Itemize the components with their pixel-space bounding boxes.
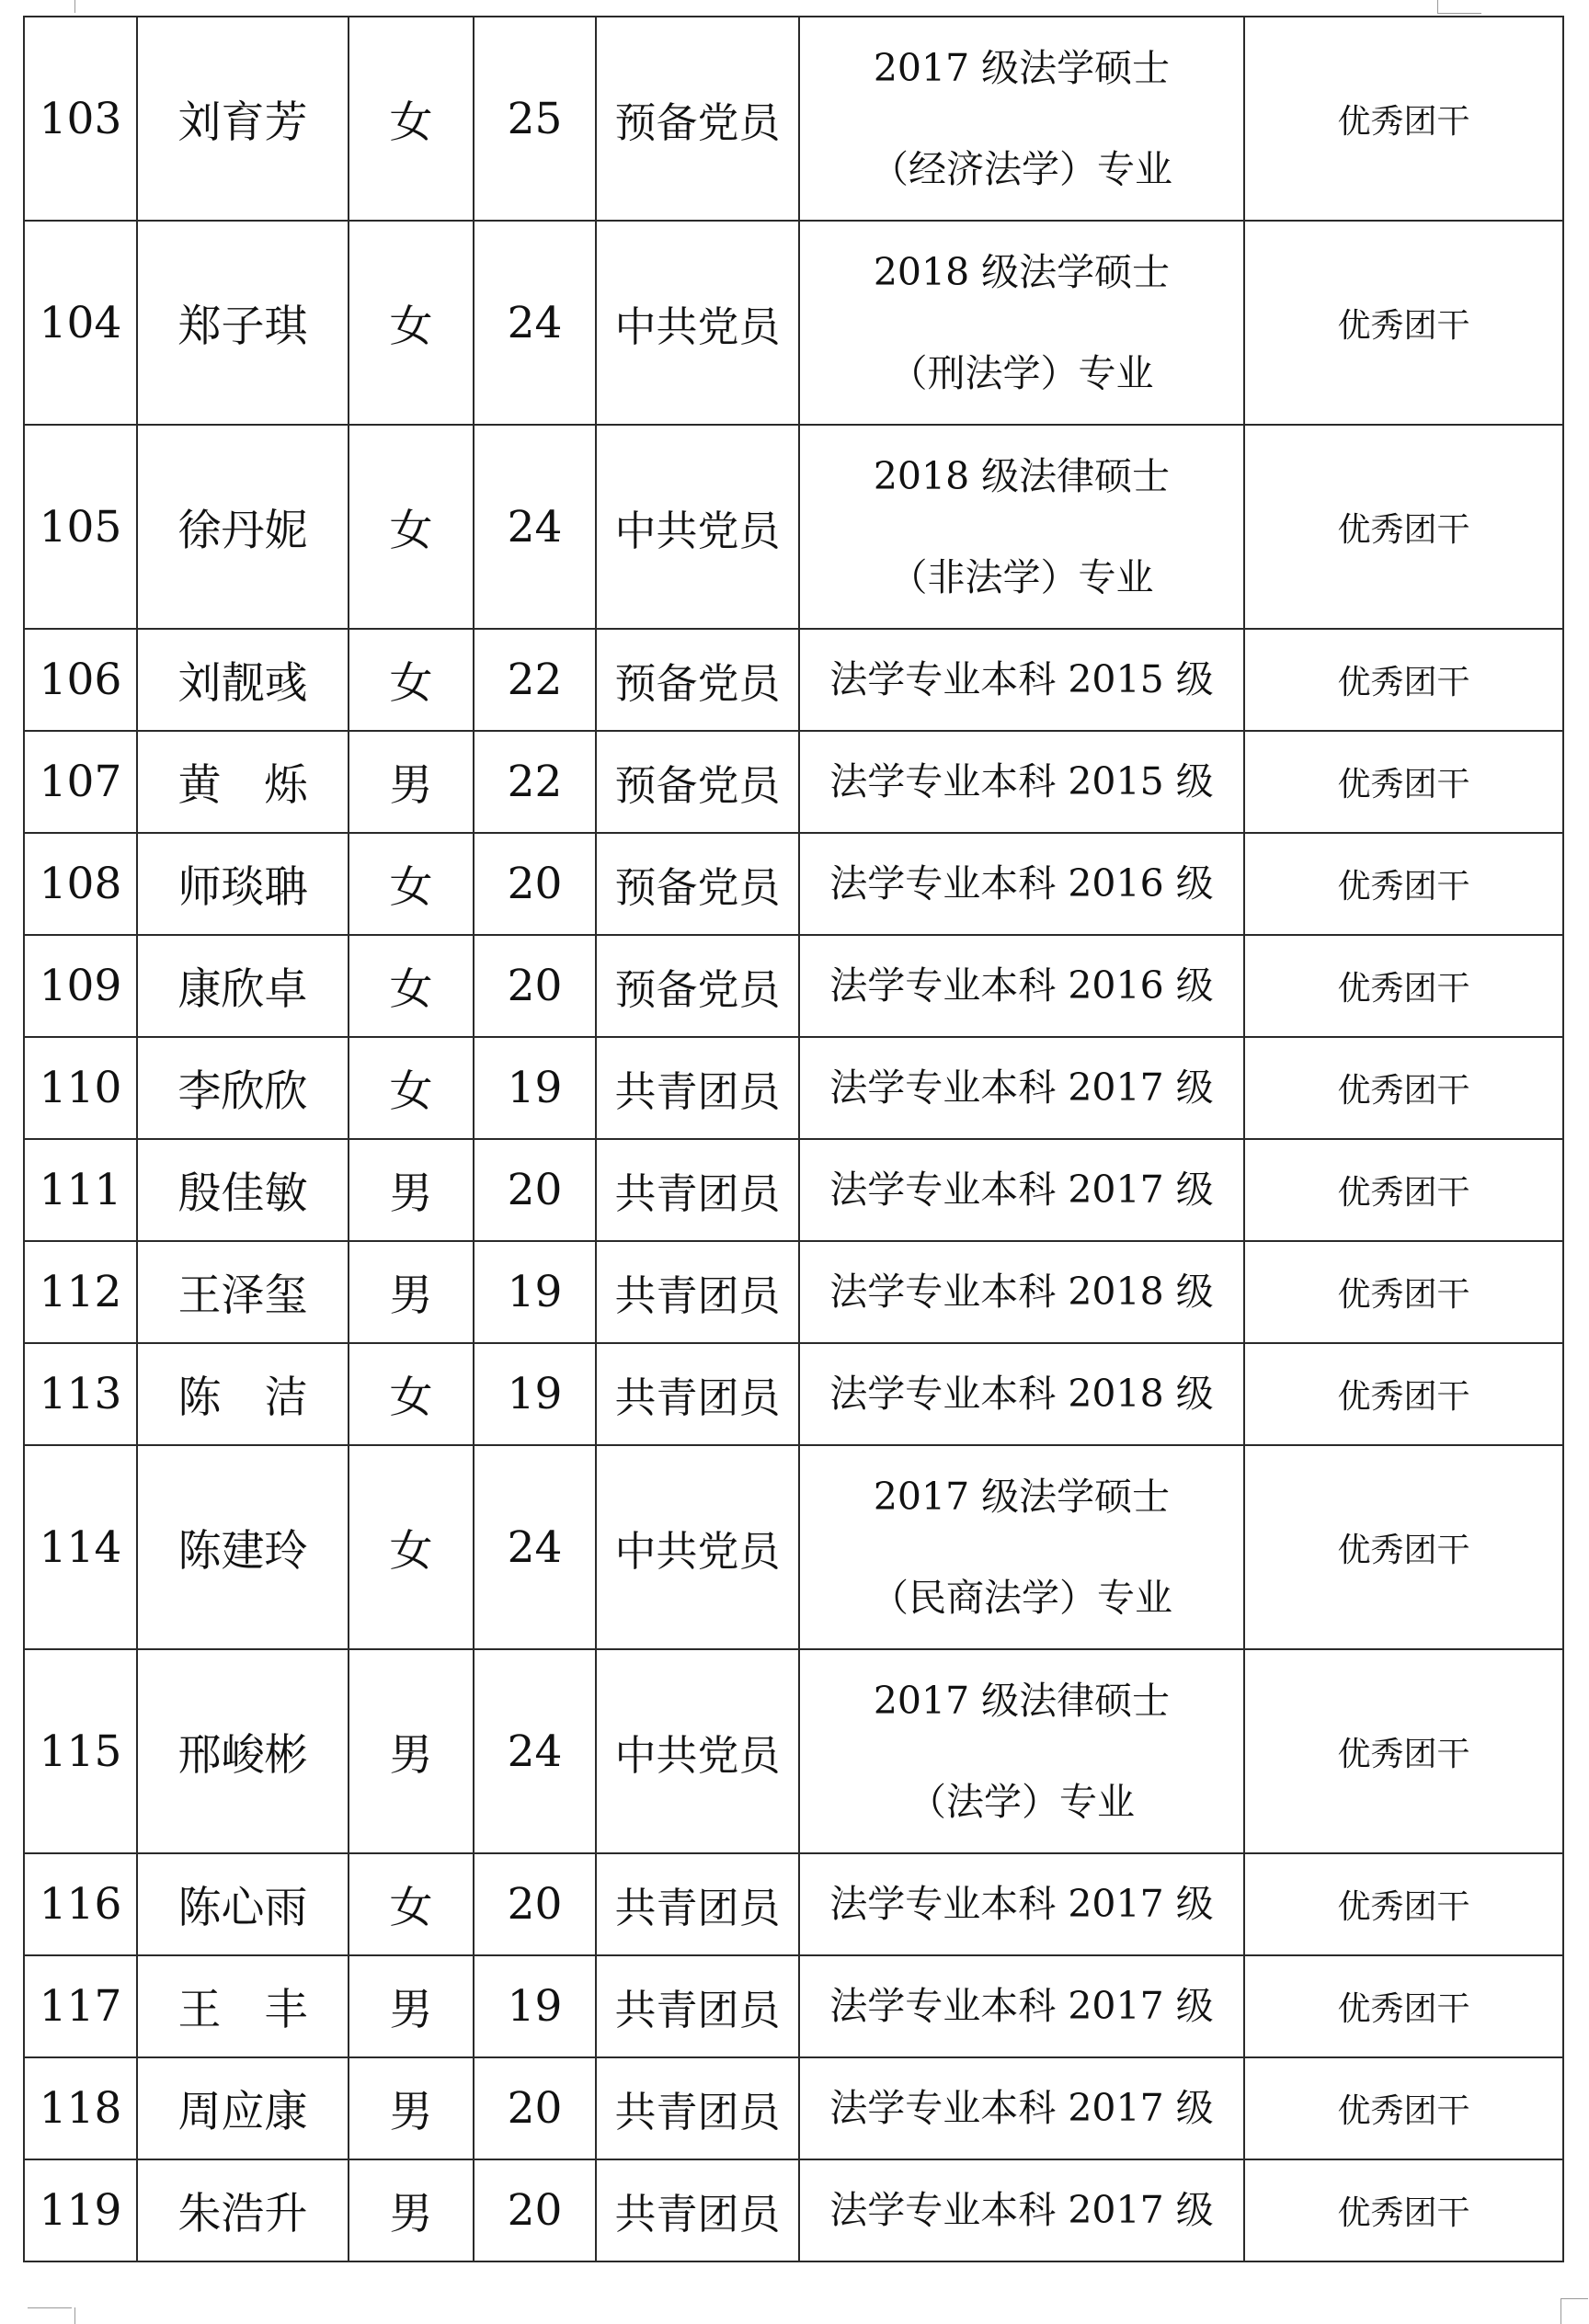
major-program-cell bbox=[799, 1649, 1244, 1853]
political-status-cell: 共青团员 bbox=[596, 2057, 799, 2159]
age-cell: 20 bbox=[474, 935, 596, 1037]
award-title-cell: 优秀团干 bbox=[1244, 425, 1563, 629]
page-corner-mark bbox=[1560, 2298, 1562, 2324]
person-name-cell: 陈 洁 bbox=[137, 1343, 349, 1445]
row-number-cell: 107 bbox=[24, 731, 137, 833]
major-line-2: （法学）专业 bbox=[909, 1780, 1135, 1824]
age-cell: 20 bbox=[474, 833, 596, 935]
award-title-cell: 优秀团干 bbox=[1244, 629, 1563, 731]
row-number-cell: 119 bbox=[24, 2159, 137, 2261]
major-line-1: 法学专业本科 2015 级 bbox=[829, 758, 1214, 803]
gender-cell: 女 bbox=[349, 425, 474, 629]
political-status-cell: 中共党员 bbox=[596, 425, 799, 629]
major-program-cell bbox=[799, 935, 1244, 1037]
major-line-1: 法学专业本科 2016 级 bbox=[829, 963, 1214, 1008]
row-number-cell: 115 bbox=[24, 1649, 137, 1853]
age-cell: 25 bbox=[474, 17, 596, 221]
table-row bbox=[24, 2057, 1563, 2159]
gender-cell: 女 bbox=[349, 1853, 474, 1955]
person-name-cell: 王 丰 bbox=[137, 1955, 349, 2057]
major-line-2: （刑法学）专业 bbox=[889, 351, 1154, 395]
political-status-cell: 共青团员 bbox=[596, 1037, 799, 1139]
major-line-2: （非法学）专业 bbox=[889, 555, 1154, 599]
gender-cell: 女 bbox=[349, 1037, 474, 1139]
major-program-cell bbox=[799, 221, 1244, 425]
award-title-cell: 优秀团干 bbox=[1244, 1853, 1563, 1955]
political-status-cell: 共青团员 bbox=[596, 1343, 799, 1445]
age-cell: 19 bbox=[474, 1241, 596, 1343]
row-number-cell: 118 bbox=[24, 2057, 137, 2159]
gender-cell: 男 bbox=[349, 2159, 474, 2261]
major-line-1: 法学专业本科 2017 级 bbox=[829, 1065, 1214, 1110]
political-status-cell: 共青团员 bbox=[596, 2159, 799, 2261]
row-number-cell: 114 bbox=[24, 1445, 137, 1649]
page-corner-mark bbox=[1437, 0, 1482, 13]
award-title-cell: 优秀团干 bbox=[1244, 1649, 1563, 1853]
row-number-cell: 111 bbox=[24, 1139, 137, 1241]
age-cell: 22 bbox=[474, 731, 596, 833]
table-body bbox=[24, 17, 1563, 2261]
political-status-cell: 预备党员 bbox=[596, 629, 799, 731]
age-cell: 19 bbox=[474, 1343, 596, 1445]
award-title-cell: 优秀团干 bbox=[1244, 221, 1563, 425]
person-name-cell: 刘育芳 bbox=[137, 17, 349, 221]
age-cell: 24 bbox=[474, 1649, 596, 1853]
table-row bbox=[24, 1241, 1563, 1343]
award-title-cell: 优秀团干 bbox=[1244, 1241, 1563, 1343]
table-row bbox=[24, 1139, 1563, 1241]
award-title-cell: 优秀团干 bbox=[1244, 833, 1563, 935]
person-name-cell: 徐丹妮 bbox=[137, 425, 349, 629]
major-program-cell bbox=[799, 2057, 1244, 2159]
person-name-cell: 王泽玺 bbox=[137, 1241, 349, 1343]
political-status-cell: 预备党员 bbox=[596, 833, 799, 935]
age-cell: 20 bbox=[474, 2159, 596, 2261]
row-number-cell: 110 bbox=[24, 1037, 137, 1139]
political-status-cell: 共青团员 bbox=[596, 1241, 799, 1343]
award-title-cell: 优秀团干 bbox=[1244, 1955, 1563, 2057]
award-title-cell: 优秀团干 bbox=[1244, 1445, 1563, 1649]
major-line-2: （民商法学）专业 bbox=[871, 1576, 1172, 1620]
row-number-cell: 113 bbox=[24, 1343, 137, 1445]
major-line-1: 法学专业本科 2016 级 bbox=[829, 860, 1214, 906]
person-name-cell: 周应康 bbox=[137, 2057, 349, 2159]
table-row bbox=[24, 629, 1563, 731]
person-name-cell: 郑子琪 bbox=[137, 221, 349, 425]
gender-cell: 男 bbox=[349, 1241, 474, 1343]
major-line-1: 法学专业本科 2015 级 bbox=[829, 656, 1214, 701]
age-cell: 19 bbox=[474, 1955, 596, 2057]
political-status-cell: 中共党员 bbox=[596, 221, 799, 425]
major-program-cell bbox=[799, 425, 1244, 629]
page-corner-mark bbox=[74, 0, 76, 13]
person-name-cell: 殷佳敏 bbox=[137, 1139, 349, 1241]
person-name-cell: 陈心雨 bbox=[137, 1853, 349, 1955]
gender-cell: 男 bbox=[349, 2057, 474, 2159]
page-corner-mark bbox=[1437, 13, 1481, 15]
gender-cell: 女 bbox=[349, 17, 474, 221]
person-name-cell: 师琰聃 bbox=[137, 833, 349, 935]
award-title-cell: 优秀团干 bbox=[1244, 731, 1563, 833]
person-name-cell: 刘靓彧 bbox=[137, 629, 349, 731]
major-program-cell bbox=[799, 1445, 1244, 1649]
major-line-1: 2017 级法学硕士 bbox=[873, 1475, 1171, 1519]
row-number-cell: 117 bbox=[24, 1955, 137, 2057]
page-corner-mark bbox=[1560, 2298, 1588, 2300]
table-row bbox=[24, 1445, 1563, 1649]
major-line-1: 2018 级法学硕士 bbox=[873, 250, 1171, 294]
table-row bbox=[24, 1037, 1563, 1139]
table-row bbox=[24, 731, 1563, 833]
gender-cell: 男 bbox=[349, 1649, 474, 1853]
award-title-cell: 优秀团干 bbox=[1244, 1343, 1563, 1445]
political-status-cell: 预备党员 bbox=[596, 731, 799, 833]
award-title-cell: 优秀团干 bbox=[1244, 17, 1563, 221]
major-program-cell bbox=[799, 629, 1244, 731]
person-name-cell: 朱浩升 bbox=[137, 2159, 349, 2261]
table-row bbox=[24, 1853, 1563, 1955]
major-program-cell bbox=[799, 1343, 1244, 1445]
political-status-cell: 共青团员 bbox=[596, 1139, 799, 1241]
table-row bbox=[24, 17, 1563, 221]
political-status-cell: 中共党员 bbox=[596, 1445, 799, 1649]
major-line-1: 法学专业本科 2018 级 bbox=[829, 1269, 1214, 1314]
row-number-cell: 104 bbox=[24, 221, 137, 425]
gender-cell: 男 bbox=[349, 1955, 474, 2057]
gender-cell: 女 bbox=[349, 833, 474, 935]
political-status-cell: 预备党员 bbox=[596, 935, 799, 1037]
age-cell: 19 bbox=[474, 1037, 596, 1139]
political-status-cell: 共青团员 bbox=[596, 1853, 799, 1955]
gender-cell: 女 bbox=[349, 1445, 474, 1649]
gender-cell: 女 bbox=[349, 935, 474, 1037]
age-cell: 24 bbox=[474, 221, 596, 425]
person-name-cell: 邢峻彬 bbox=[137, 1649, 349, 1853]
gender-cell: 男 bbox=[349, 731, 474, 833]
row-number-cell: 108 bbox=[24, 833, 137, 935]
age-cell: 22 bbox=[474, 629, 596, 731]
major-line-1: 法学专业本科 2017 级 bbox=[829, 2085, 1214, 2130]
age-cell: 24 bbox=[474, 425, 596, 629]
table-row bbox=[24, 1649, 1563, 1853]
table-row bbox=[24, 935, 1563, 1037]
major-line-1: 法学专业本科 2017 级 bbox=[829, 1167, 1214, 1212]
table-row bbox=[24, 425, 1563, 629]
award-title-cell: 优秀团干 bbox=[1244, 1037, 1563, 1139]
major-program-cell bbox=[799, 1241, 1244, 1343]
row-number-cell: 112 bbox=[24, 1241, 137, 1343]
award-title-cell: 优秀团干 bbox=[1244, 935, 1563, 1037]
major-line-1: 2017 级法律硕士 bbox=[873, 1679, 1171, 1723]
person-name-cell: 黄 烁 bbox=[137, 731, 349, 833]
table-row bbox=[24, 2159, 1563, 2261]
row-number-cell: 106 bbox=[24, 629, 137, 731]
major-line-1: 法学专业本科 2017 级 bbox=[829, 1881, 1214, 1926]
table-row bbox=[24, 1343, 1563, 1445]
political-status-cell: 预备党员 bbox=[596, 17, 799, 221]
age-cell: 20 bbox=[474, 1853, 596, 1955]
table-row bbox=[24, 1955, 1563, 2057]
major-program-cell bbox=[799, 2159, 1244, 2261]
gender-cell: 男 bbox=[349, 1139, 474, 1241]
person-name-cell: 李欣欣 bbox=[137, 1037, 349, 1139]
major-line-1: 法学专业本科 2018 级 bbox=[829, 1371, 1214, 1416]
age-cell: 24 bbox=[474, 1445, 596, 1649]
gender-cell: 女 bbox=[349, 221, 474, 425]
major-program-cell bbox=[799, 1037, 1244, 1139]
major-program-cell bbox=[799, 731, 1244, 833]
major-line-1: 法学专业本科 2017 级 bbox=[829, 1983, 1214, 2028]
gender-cell: 女 bbox=[349, 629, 474, 731]
major-line-1: 法学专业本科 2017 级 bbox=[829, 2187, 1214, 2232]
major-program-cell bbox=[799, 833, 1244, 935]
political-status-cell: 共青团员 bbox=[596, 1955, 799, 2057]
table-row bbox=[24, 221, 1563, 425]
major-program-cell bbox=[799, 1853, 1244, 1955]
row-number-cell: 103 bbox=[24, 17, 137, 221]
award-title-cell: 优秀团干 bbox=[1244, 1139, 1563, 1241]
row-number-cell: 105 bbox=[24, 425, 137, 629]
gender-cell: 女 bbox=[349, 1343, 474, 1445]
major-line-1: 2017 级法学硕士 bbox=[873, 46, 1171, 90]
age-cell: 20 bbox=[474, 2057, 596, 2159]
major-program-cell bbox=[799, 17, 1244, 221]
major-program-cell bbox=[799, 1955, 1244, 2057]
political-status-cell: 中共党员 bbox=[596, 1649, 799, 1853]
award-title-cell: 优秀团干 bbox=[1244, 2159, 1563, 2261]
person-name-cell: 康欣卓 bbox=[137, 935, 349, 1037]
person-name-cell: 陈建玲 bbox=[137, 1445, 349, 1649]
page-corner-mark bbox=[28, 2307, 72, 2309]
award-title-cell: 优秀团干 bbox=[1244, 2057, 1563, 2159]
table-row bbox=[24, 833, 1563, 935]
row-number-cell: 109 bbox=[24, 935, 137, 1037]
age-cell: 20 bbox=[474, 1139, 596, 1241]
major-program-cell bbox=[799, 1139, 1244, 1241]
major-line-1: 2018 级法律硕士 bbox=[873, 454, 1171, 498]
page-corner-mark bbox=[74, 2307, 76, 2324]
major-line-2: （经济法学）专业 bbox=[871, 147, 1172, 191]
row-number-cell: 116 bbox=[24, 1853, 137, 1955]
honor-list-table bbox=[23, 16, 1564, 2262]
